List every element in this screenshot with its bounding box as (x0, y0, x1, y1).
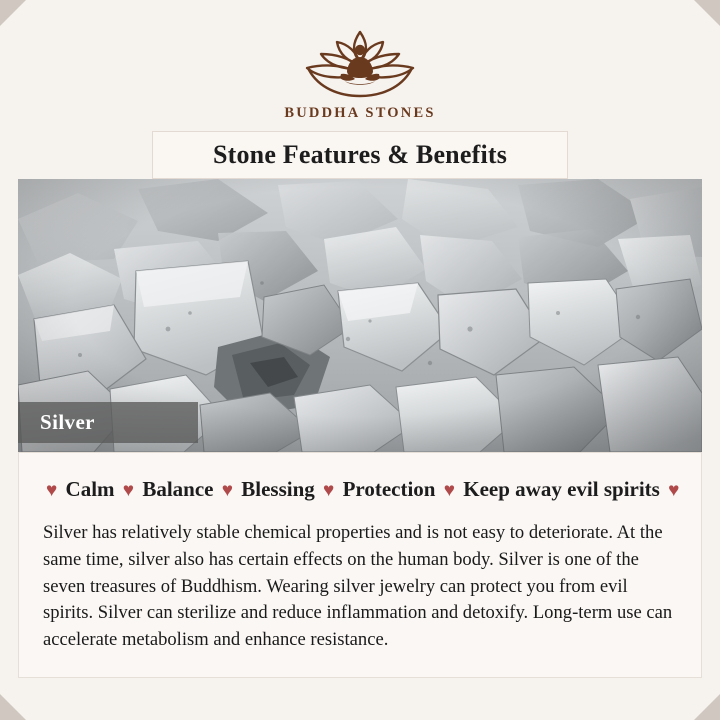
corner-decoration-bottom-left (0, 694, 26, 720)
keyword-line: ♥ Calm ♥ Balance ♥ Blessing ♥ Protection ♥ Keep away evil spirits ♥ (43, 477, 677, 502)
description-text: Silver has relatively stable chemical properties and is not easy to deteriorate. At the same time, silver also has certain effects on the human body. Silver is one of the seven treasures of Buddhism. Wearing silver jewelry can protect you from evil spirits. Silver can sterilize and reduce inflammation and detoxify. Long-term use can accelerate metabolism and enhance resistance. (43, 522, 673, 651)
brand-name: BUDDHA STONES (284, 105, 436, 121)
title-banner (152, 131, 568, 179)
heart-icon: ♥ (443, 480, 456, 501)
heart-icon: ♥ (221, 480, 234, 501)
brand-logo (0, 26, 720, 122)
corner-decoration-top-right (694, 0, 720, 26)
corner-decoration-bottom-right (694, 694, 720, 720)
corner-decoration-top-left (0, 0, 26, 26)
content-panel (18, 452, 702, 678)
heart-icon: ♥ (668, 480, 680, 501)
heart-icon: ♥ (122, 480, 135, 501)
photo-caption-badge (18, 402, 198, 443)
lotus-meditation-figure-icon (285, 26, 435, 100)
page-title: Stone Features & Benefits (212, 140, 508, 169)
heart-icon: ♥ (323, 480, 335, 501)
photo-caption-text: Silver (40, 410, 95, 434)
heart-icon: ♥ (46, 480, 58, 501)
